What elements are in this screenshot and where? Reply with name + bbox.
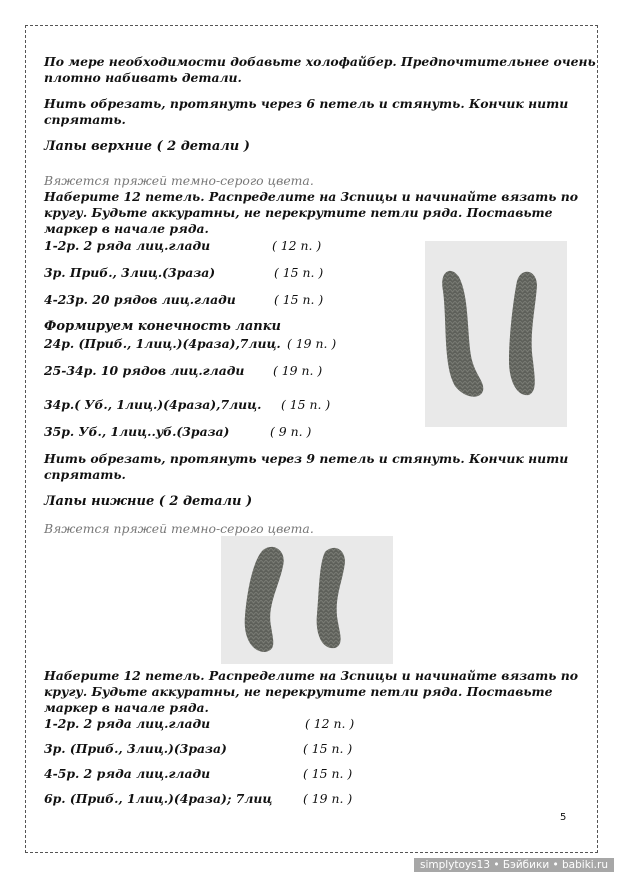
row-instruction: 3р. (Приб., 3лиц.)(3раза) — [44, 741, 227, 756]
stitch-count: ( 15 п. ) — [274, 265, 324, 280]
yarn-note: Вяжется пряжей темно-серого цвета. — [44, 521, 314, 536]
intro-text-line: плотно набивать детали. — [44, 70, 242, 85]
stitch-count: ( 12 п. ) — [272, 238, 322, 253]
page-number: 5 — [560, 812, 567, 823]
row-instruction: 35р. Уб., 1лиц..уб.(3раза) — [44, 424, 230, 439]
upper-paws-photo — [425, 241, 567, 427]
stitch-count: ( 9 п. ) — [270, 424, 312, 439]
row-instruction: 1-2р. 2 ряда лиц.глади — [44, 238, 211, 253]
stitch-count: ( 12 п. ) — [305, 716, 355, 731]
intro-text-line: спрятать. — [44, 112, 126, 127]
row-instruction: 6р. (Приб., 1лиц.)(4раза); 7лиц — [44, 791, 273, 806]
row-instruction: 4-23р. 20 рядов лиц.глади — [44, 292, 236, 307]
section-heading-upper: Лапы верхние ( 2 детали ) — [44, 139, 250, 154]
intro-text-line: Нить обрезать, протянуть через 6 петель и стянуть. Кончик нити — [44, 96, 569, 111]
finish-text: Нить обрезать, протянуть через 9 петель и стянуть. Кончик нити — [44, 451, 569, 466]
stitch-count: ( 15 п. ) — [274, 292, 324, 307]
stitch-count: ( 19 п. ) — [287, 336, 337, 351]
stitch-count: ( 15 п. ) — [303, 766, 353, 781]
row-instruction: 3р. Приб., 3лиц.(3раза) — [44, 265, 216, 280]
cast-on-text: маркер в начале ряда. — [44, 221, 209, 236]
cast-on-text: Наберите 12 петель. Распределите на 3спицы и начинайте вязать по — [44, 668, 579, 683]
cast-on-text: Наберите 12 петель. Распределите на 3спицы и начинайте вязать по — [44, 189, 579, 204]
section-heading-lower: Лапы нижние ( 2 детали ) — [44, 494, 253, 509]
row-instruction: 24р. (Приб., 1лиц.)(4раза),7лиц. — [44, 336, 281, 351]
row-instruction: 25-34р. 10 рядов лиц.глади — [44, 363, 245, 378]
cast-on-text: кругу. Будьте аккуратны, не перекрутите петли ряда. Поставьте — [44, 205, 553, 220]
yarn-note: Вяжется пряжей темно-серого цвета. — [44, 173, 314, 188]
row-instruction: 4-5р. 2 ряда лиц.глади — [44, 766, 211, 781]
stitch-count: ( 19 п. ) — [303, 791, 353, 806]
stitch-count: ( 15 п. ) — [281, 397, 331, 412]
cast-on-text: маркер в начале ряда. — [44, 700, 209, 715]
cast-on-text: кругу. Будьте аккуратны, не перекрутите петли ряда. Поставьте — [44, 684, 553, 699]
intro-text-line: По мере необходимости добавьте холофайбер. Предпочтительнее очень — [44, 54, 596, 69]
watermark: simplytoys13 • Бэйбики • babiki.ru — [414, 858, 614, 872]
row-instruction: 1-2р. 2 ряда лиц.глади — [44, 716, 211, 731]
row-instruction: 34р.( Уб., 1лиц.)(4раза),7лиц. — [44, 397, 262, 412]
finish-text: спрятать. — [44, 467, 126, 482]
stitch-count: ( 19 п. ) — [273, 363, 323, 378]
subheading-shaping: Формируем конечность лапки — [44, 319, 281, 334]
lower-paws-photo — [221, 536, 393, 664]
stitch-count: ( 15 п. ) — [303, 741, 353, 756]
